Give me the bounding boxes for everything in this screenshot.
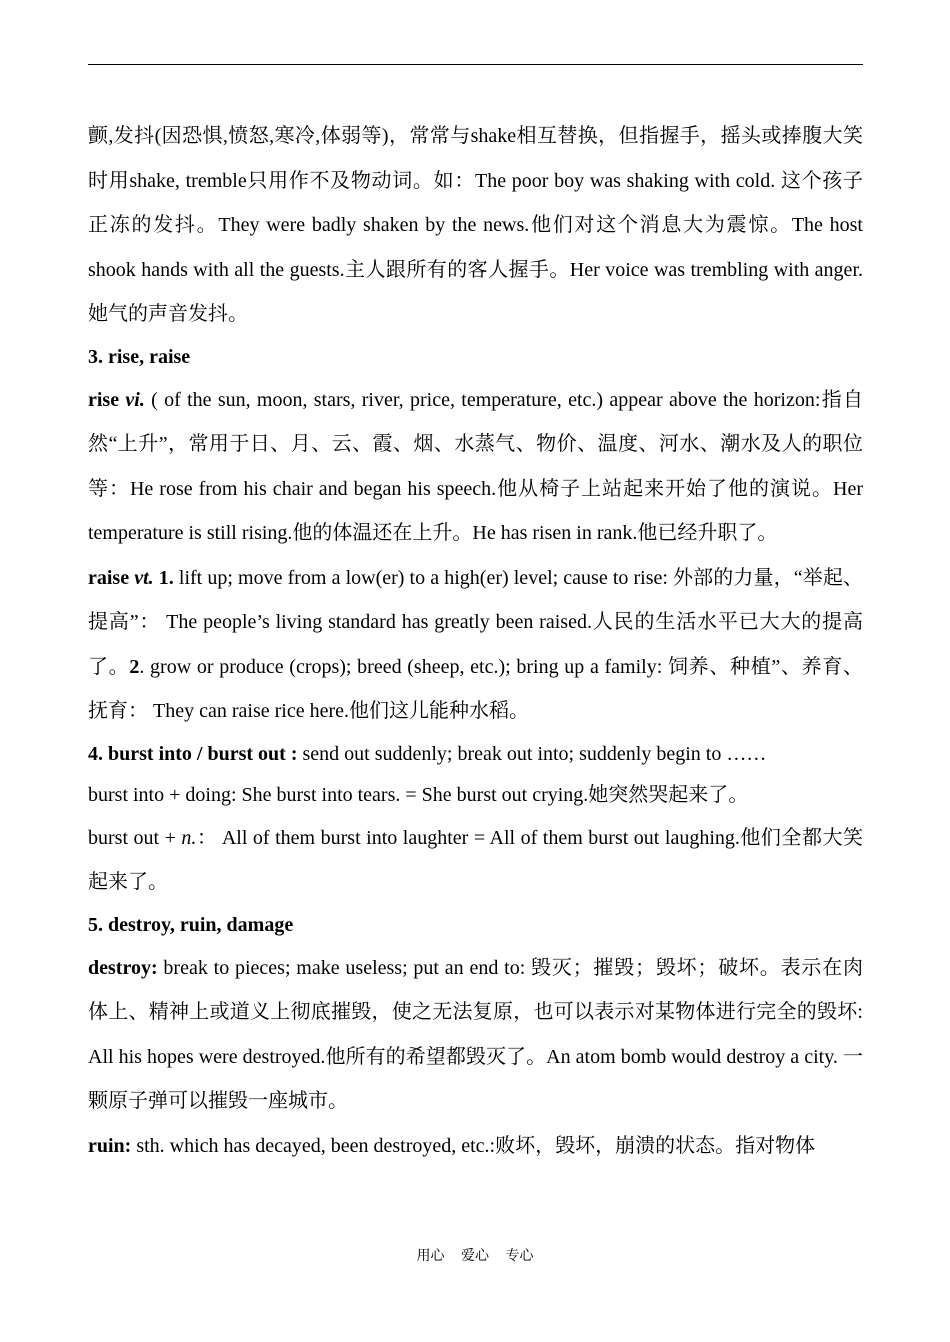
- section-heading-burst: 4. burst into / burst out :: [88, 742, 298, 765]
- raise-sense-2-text: . grow or produce (crops); breed (sheep, etc.); bring up a family: 饲养、种植”、养育、抚育： They can raise rice here.他们这儿能种水稻。: [88, 655, 864, 722]
- burst-out-example: [88, 816, 863, 905]
- burst-out-text: ： All of them burst into laughter = All of them burst out laughing.他们全都大笑起来了。: [88, 826, 863, 893]
- rise-text: ( of the sun, moon, stars, river, price, temperature, etc.) appear above the horizon:指自然“上升”，常用于日、月、云、霞、烟、水蒸气、物价、温度、河水、潮水及人的职位等：He rose from his chair and began his speech.他从椅子上站起来开始了他的演说。Her temperature is still rising.他的体温还在上升。He has risen in rank.他已经升职了。: [88, 388, 864, 544]
- raise-definition: [88, 556, 863, 734]
- burst-out-n: n.: [181, 826, 197, 849]
- burst-out-prefix: burst out +: [88, 826, 182, 849]
- header-rule: [88, 64, 863, 65]
- destroy-text: break to pieces; make useless; put an end to: 毁灭；摧毁；毁坏；破坏。表示在肉体上、精神上或道义上彻底摧毁，使之无法复原，也可以表示对某物体进行完全的毁坏: All his hopes were destroyed.他所有的希望都毁灭了。An atom bomb would destroy a city. 一颗原子弹可以摧毁一座城市。: [88, 956, 863, 1112]
- burst-into-example: burst into + doing: She burst into tears. = She burst out crying.她突然哭起来了。: [88, 783, 749, 806]
- raise-sense-2-number: 2: [129, 655, 140, 678]
- burst-definition: [88, 734, 863, 775]
- destroy-term: destroy:: [88, 956, 158, 979]
- ruin-definition: [88, 1124, 863, 1169]
- page-content: [88, 114, 863, 1168]
- raise-term: raise: [88, 566, 130, 589]
- burst-def-text: send out suddenly; break out into; suddenly begin to ……: [297, 742, 767, 765]
- destroy-definition: [88, 946, 863, 1124]
- page-footer: 用心 爱心 专心: [416, 1248, 534, 1264]
- rise-definition: [88, 378, 863, 556]
- rise-pos: vi.: [125, 388, 145, 411]
- raise-sense-1-text: lift up; move from a low(er) to a high(er) level; cause to rise: 外部的力量，“举起、提高”： The people’s living standard has greatly been raised.人民的生活水平已大大的提高了。: [88, 566, 864, 678]
- ruin-term: ruin:: [88, 1134, 132, 1157]
- ruin-text: sth. which has decayed, been destroyed, etc.:败坏，毁坏，崩溃的状态。指对物体: [131, 1134, 816, 1157]
- raise-pos: vt.: [134, 566, 154, 589]
- section-heading-rise-raise: 3. rise, raise: [88, 345, 191, 368]
- shake-tremble-paragraph: 颤,发抖(因恐惧,愤怒,寒冷,体弱等)，常常与shake相互替换，但指握手，摇头或捧腹大笑时用shake, tremble只用作不及物动词。如：The poor boy was shaking with cold. 这个孩子正冻的发抖。They were badly shaken by the news.他们对这个消息大为震惊。The host shook hands with all the guests.主人跟所有的客人握手。Her voice was trembling with anger.她气的声音发抖。: [88, 125, 863, 325]
- section-heading-destroy-ruin-damage: 5. destroy, ruin, damage: [88, 913, 294, 936]
- rise-term: rise: [88, 388, 120, 411]
- raise-sense-1-number: 1.: [158, 566, 174, 589]
